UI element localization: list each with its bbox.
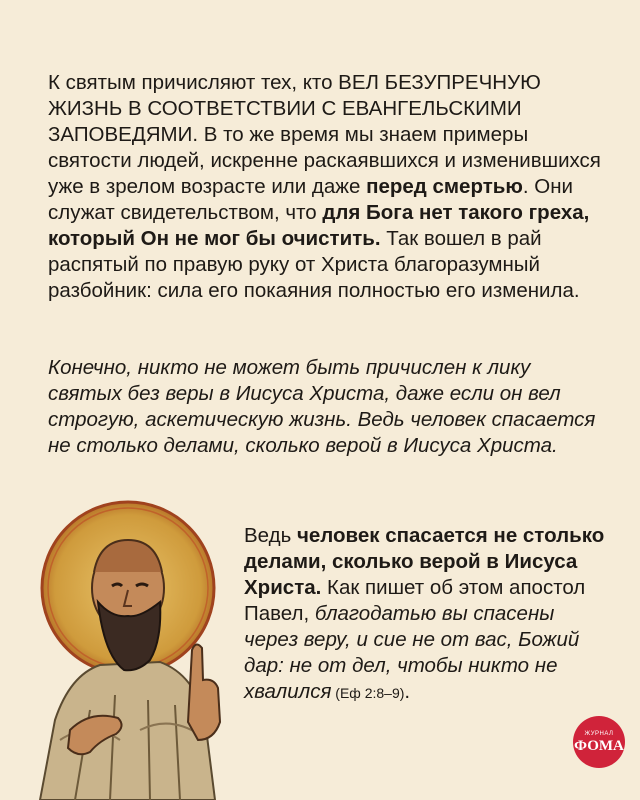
apostle-paul-icon xyxy=(0,490,240,800)
quote-paragraph xyxy=(244,523,614,706)
intro-bold-1: перед смертью xyxy=(366,175,523,198)
quote-text-2: Как пишет об этом апостол Павел, xyxy=(244,576,586,625)
logo-small-text: ЖУРНАЛ xyxy=(584,730,614,737)
scripture-quote: благодатью вы спасены через веру, и сие не от вас, Божий дар: не от дел, чтобы никто не хвалился xyxy=(244,602,580,703)
quote-bold: человек спасается не столько делами, сколько верой в Иисуса Христа. xyxy=(244,524,605,599)
raised-hand xyxy=(188,644,220,740)
foma-logo xyxy=(573,716,625,768)
intro-text-2: . Они служат свидетельством, что xyxy=(48,175,573,224)
quote-text-1: Ведь xyxy=(244,524,297,547)
italic-paragraph: Конечно, никто не может быть причислен к лику святых без веры в Иисуса Христа, даже если он вел строгую, аскетическую жизнь. Ведь человек спасается не столько делами, сколько верой в Иисуса Христа. xyxy=(48,356,596,457)
intro-bold-2: для Бога нет такого греха, который Он не мог бы очистить. xyxy=(48,201,590,250)
quote-end: . xyxy=(404,680,411,703)
intro-text-3: Так вошел в рай распятый по правую руку от Христа благоразумный разбойник: сила его покаяния полностью его изменила. xyxy=(48,227,580,302)
intro-text-1: К святым причисляют тех, кто ВЕЛ БЕЗУПРЕЧНУЮ ЖИЗНЬ В СООТВЕТСТВИИ С ЕВАНГЕЛЬСКИМИ ЗАПОВЕДЯМИ. В то же время мы знаем примеры святости людей, искренне раскаявшихся и изменившихся уже в зрелом возрасте или даже xyxy=(48,71,601,198)
robe xyxy=(40,662,215,800)
intro-paragraph xyxy=(48,70,608,304)
logo-big-text: ФОМА xyxy=(574,737,624,754)
scripture-reference: (Еф 2:8–9) xyxy=(331,685,405,701)
